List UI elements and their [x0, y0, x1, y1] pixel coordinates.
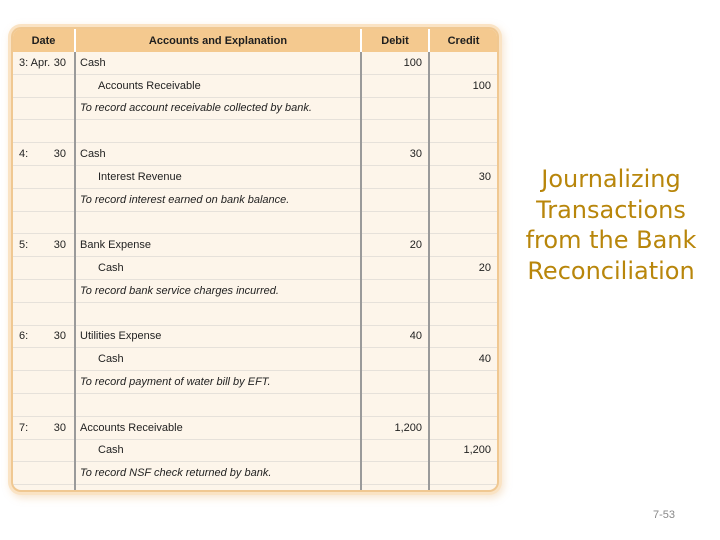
date-empty [13, 74, 75, 97]
entry-credit-row [13, 257, 497, 280]
debit-empty [361, 74, 429, 97]
credit-account: Accounts Receivable [75, 74, 361, 97]
date-empty [13, 439, 75, 462]
credit-empty [429, 462, 497, 485]
date-empty [13, 371, 75, 394]
credit-empty [429, 143, 497, 166]
credit-account: Cash [75, 348, 361, 371]
debit-account: Cash [75, 52, 361, 74]
date-column-header: Date [13, 29, 75, 52]
entry-date [13, 325, 75, 348]
entry-explanation-row [13, 371, 497, 394]
credit-amount: 20 [429, 257, 497, 280]
debit-column-header: Debit [361, 29, 429, 52]
credit-amount: 30 [429, 165, 497, 188]
entry-explanation: To record bank service charges incurred. [75, 279, 361, 302]
debit-empty [361, 279, 429, 302]
debit-empty [361, 257, 429, 280]
date-empty [13, 462, 75, 485]
debit-empty [361, 348, 429, 371]
entry-explanation-row [13, 462, 497, 485]
entry-debit-row [13, 325, 497, 348]
entry-debit-row [13, 416, 497, 439]
debit-amount: 40 [361, 325, 429, 348]
credit-empty [429, 279, 497, 302]
debit-account: Cash [75, 143, 361, 166]
entry-explanation-row [13, 97, 497, 120]
date-empty [13, 279, 75, 302]
debit-amount: 1,200 [361, 416, 429, 439]
entry-day: 30 [53, 330, 66, 343]
entry-date-label: 5: [19, 239, 29, 252]
entry-day: 30 [53, 239, 66, 252]
entry-day: 30 [53, 421, 66, 434]
entry-explanation-row [13, 279, 497, 302]
accounts-column-header: Accounts and Explanation [75, 29, 361, 52]
entry-debit-row [13, 52, 497, 74]
debit-account: Utilities Expense [75, 325, 361, 348]
debit-empty [361, 439, 429, 462]
entry-credit-row [13, 74, 497, 97]
journal-header-row [13, 29, 497, 52]
entry-explanation: To record interest earned on bank balance. [75, 188, 361, 211]
entry-date-label: 3: Apr. [19, 56, 51, 69]
journal-table [13, 29, 497, 490]
credit-empty [429, 416, 497, 439]
debit-empty [361, 188, 429, 211]
debit-empty [361, 165, 429, 188]
credit-column-header: Credit [429, 29, 497, 52]
entry-credit-row [13, 165, 497, 188]
spacer-row [13, 302, 497, 325]
entry-explanation: To record payment of water bill by EFT. [75, 371, 361, 394]
slide-title: Journalizing Transactions from the Bank Reconciliation [525, 165, 697, 285]
debit-empty [361, 462, 429, 485]
credit-amount: 40 [429, 348, 497, 371]
journal-entries-panel [13, 29, 497, 490]
debit-amount: 100 [361, 52, 429, 74]
debit-amount: 20 [361, 234, 429, 257]
date-empty [13, 257, 75, 280]
entry-date [13, 52, 75, 74]
date-empty [13, 97, 75, 120]
entry-explanation: To record NSF check returned by bank. [75, 462, 361, 485]
credit-account: Interest Revenue [75, 165, 361, 188]
entry-date-label: 7: [19, 421, 29, 434]
credit-empty [429, 188, 497, 211]
entry-debit-row [13, 143, 497, 166]
entry-date-label: 6: [19, 330, 29, 343]
debit-account: Accounts Receivable [75, 416, 361, 439]
credit-account: Cash [75, 439, 361, 462]
spacer-row [13, 211, 497, 234]
debit-empty [361, 371, 429, 394]
credit-account: Cash [75, 257, 361, 280]
credit-empty [429, 234, 497, 257]
credit-empty [429, 97, 497, 120]
spacer-row [13, 393, 497, 416]
entry-credit-row [13, 348, 497, 371]
spacer-row [13, 485, 497, 490]
entry-debit-row [13, 234, 497, 257]
debit-empty [361, 97, 429, 120]
entry-date [13, 234, 75, 257]
entry-date [13, 143, 75, 166]
entry-date-label: 4: [19, 148, 29, 161]
date-empty [13, 188, 75, 211]
credit-amount-empty [429, 52, 497, 74]
entry-credit-row [13, 439, 497, 462]
page-number: 7-53 [652, 509, 676, 521]
date-empty [13, 348, 75, 371]
debit-account: Bank Expense [75, 234, 361, 257]
entry-day: 30 [53, 148, 66, 161]
debit-amount: 30 [361, 143, 429, 166]
spacer-row [13, 120, 497, 143]
credit-amount: 100 [429, 74, 497, 97]
entry-date [13, 416, 75, 439]
credit-amount: 1,200 [429, 439, 497, 462]
entry-explanation-row [13, 188, 497, 211]
credit-empty [429, 325, 497, 348]
entry-explanation: To record account receivable collected by bank. [75, 97, 361, 120]
credit-empty [429, 371, 497, 394]
entry-day: 30 [53, 56, 66, 69]
date-empty [13, 165, 75, 188]
